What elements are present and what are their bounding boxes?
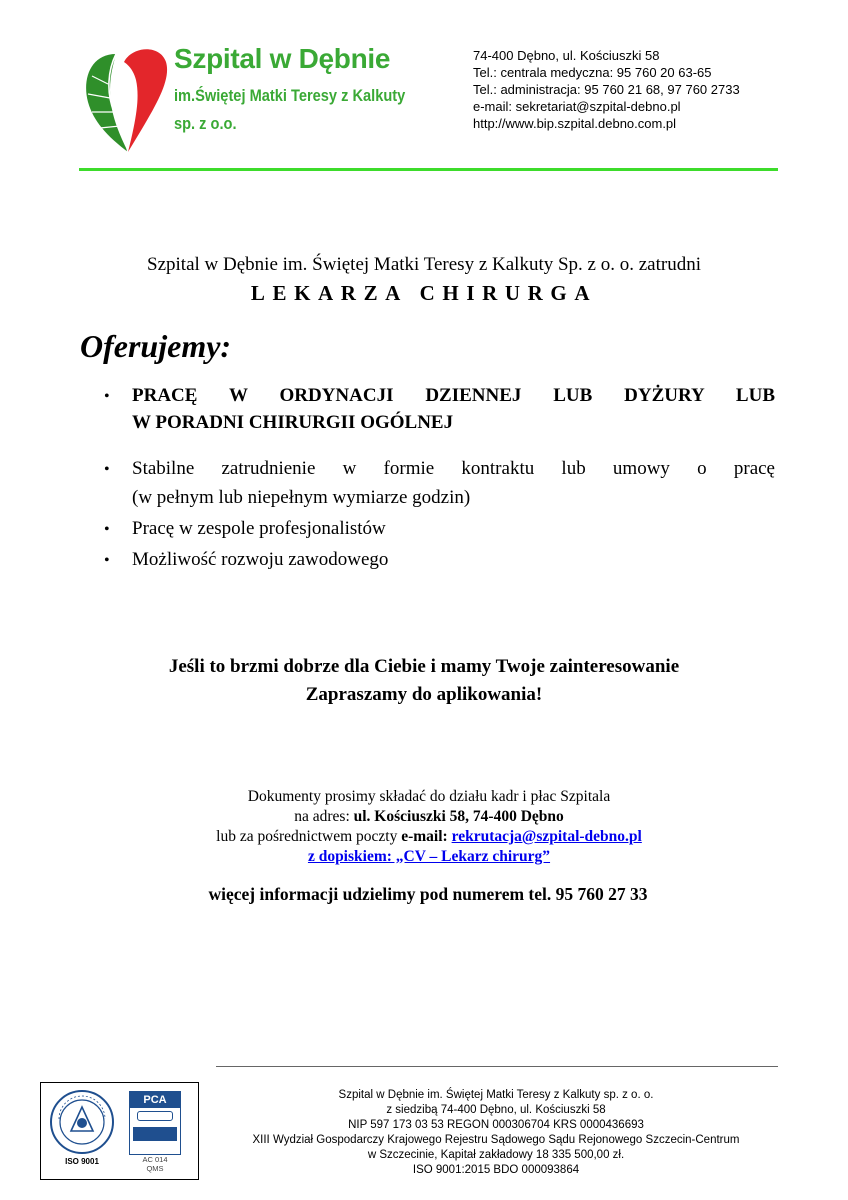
footer-divider — [216, 1066, 778, 1067]
certification-badges — [40, 1082, 199, 1180]
bullet-icon: • — [104, 521, 110, 538]
offer-item-continuation: (w pełnym lub niepełnym wymiarze godzin) — [132, 487, 471, 508]
documents-instruction: Dokumenty prosimy składać do działu kadr i płac Szpitala — [247, 788, 611, 805]
documents-address-line — [0, 806, 848, 827]
ac-label: AC 014 — [142, 1155, 168, 1164]
bullet-icon: • — [104, 552, 110, 569]
offer-item: Pracę w zespole profesjonalistów — [132, 518, 386, 539]
intro-text: Szpital w Dębnie im. Świętej Matki Teresy z Kalkuty Sp. z o. o. zatrudni — [147, 254, 701, 275]
cta-line: Jeśli to brzmi dobrze dla Ciebie i mamy Twoje zainteresowanie — [168, 656, 680, 677]
footer-seat: z siedzibą 74-400 Dębno, ul. Kościuszki 58 — [386, 1104, 606, 1116]
logo-subtitle: im.Świętej Matki Teresy z Kalkuty — [174, 86, 406, 105]
job-position-title: LEKARZA CHIRURGA — [250, 281, 598, 305]
offer-item: Stabilne zatrudnienie w formie kontraktu lub umowy o pracę — [132, 458, 775, 479]
pca-glasses-icon — [137, 1111, 173, 1121]
iso-label: ISO 9001 — [65, 1157, 99, 1166]
documents-subject-line — [0, 846, 848, 867]
footer-company-name: Szpital w Dębnie im. Świętej Matki Teresy z Kalkuty sp. z o. o. — [338, 1089, 654, 1101]
offer-item-continuation: W PORADNI CHIRURGII OGÓLNEJ — [132, 412, 454, 433]
more-info-phone: więcej informacji udzielimy pod numerem tel. 95 760 27 33 — [208, 884, 648, 904]
pca-accreditation — [129, 1155, 181, 1173]
documents-email-line — [0, 826, 848, 847]
footer-registry-numbers: NIP 597 173 03 53 REGON 000306704 KRS 0000436693 — [348, 1119, 644, 1131]
contact-phone-admin: Tel.: administracja: 95 760 21 68, 97 760 2733 — [473, 82, 740, 97]
address-prefix: na adres: — [294, 808, 354, 825]
email-label: e-mail: — [401, 828, 452, 845]
contact-address: 74-400 Dębno, ul. Kościuszki 58 — [473, 48, 660, 63]
contact-email[interactable]: e-mail: sekretariat@szpital-debno.pl — [473, 99, 681, 114]
recruitment-email-link[interactable]: rekrutacja@szpital-debno.pl — [451, 828, 642, 845]
hospital-logo-heart-icon — [80, 40, 170, 160]
iso-registry-seal-icon — [49, 1089, 115, 1155]
logo-title: Szpital w Dębnie — [174, 43, 391, 74]
offer-heading: Oferujemy: — [80, 328, 232, 364]
logo-company-form: sp. z o.o. — [174, 114, 237, 133]
footer-iso-bdo: ISO 9001:2015 BDO 000093864 — [412, 1164, 580, 1176]
contact-phone-medical: Tel.: centrala medyczna: 95 760 20 63-65 — [473, 65, 712, 80]
footer-capital: w Szczecinie, Kapitał zakładowy 18 335 500,00 zł. — [367, 1149, 625, 1161]
offer-item: Możliwość rozwoju zawodowego — [132, 549, 389, 570]
qms-label: QMS — [146, 1164, 164, 1173]
pca-badge — [129, 1091, 181, 1155]
pca-label: PCA — [130, 1092, 180, 1108]
mail-prefix: lub za pośrednictwem poczty — [216, 828, 402, 845]
bullet-icon: • — [104, 388, 110, 405]
bullet-icon: • — [104, 461, 110, 478]
offer-item: PRACĘ W ORDYNACJI DZIENNEJ LUB DYŻURY LUB — [132, 385, 775, 406]
contact-website[interactable]: http://www.bip.szpital.debno.com.pl — [473, 116, 677, 131]
address-value: ul. Kościuszki 58, 74-400 Dębno — [353, 808, 564, 825]
cta-invitation: Zapraszamy do aplikowania! — [305, 684, 543, 705]
pca-certification-strip — [133, 1127, 177, 1141]
footer-court: XIII Wydział Gospodarczy Krajowego Rejestru Sądowego Sądu Rejonowego Szczecin-Centrum — [252, 1134, 740, 1146]
email-subject-link[interactable]: z dopiskiem: „CV – Lekarz chirurg” — [307, 848, 551, 865]
header-divider — [79, 168, 778, 171]
